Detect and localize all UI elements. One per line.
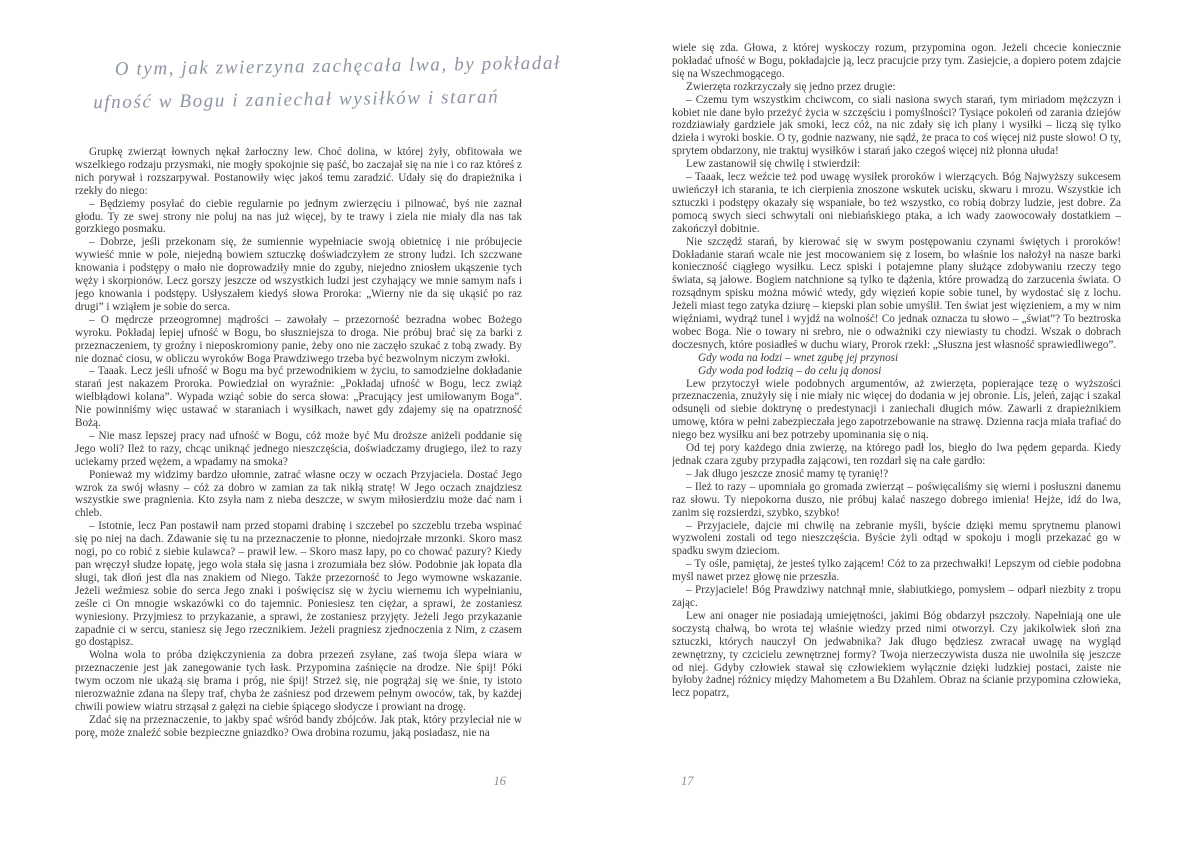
paragraph: Ponieważ my widzimy bardzo ułomnie, zatrać własne oczy w oczach Przyjaciela. Dostać Jego wzrok za swój własny – cóż za dobro w zamian za tak nikłą stratę! W Jego oczach znajdziesz wszystkie swe pragnienia. Kto zsyła nam z nieba deszcze, w swym miłosierdziu może dać nam i chleb. — [75, 468, 522, 520]
paragraph: – Istotnie, lecz Pan postawił nam przed stopami drabinę i szczebel po szczeblu trzeba wspinać się po niej na dach. Zdawanie się tu na przeznaczenie to płonne, niedojrzałe mrzonki. Skoro masz nogi, po co robić z siebie kulawca? – prawił lew. – Skoro masz łapy, po co chować pazury? Kiedy pan wręczył słudze łopatę, jego wola stała się jasna i zrozumiała bez słów. Podobnie jak łopata dla sługi, tak dłoń jest dla nas znakiem od Niego. Także przezorność to Jego wymowne wskazanie. Jeżeli weźmiesz sobie do serca Jego znaki i poświęcisz się w życiu wiernemu ich wypełnianiu, ześle ci On mnogie wskazówki co do tajemnic. Poniesiesz ten ciężar, a sprawi, że zostaniesz wyniesiony. Przyjmiesz to przykazanie, a sprawi, że zostaniesz przyjęty. Jeżeli Jego przykazanie zapadnie ci w sercu, staniesz się Jego rzecznikiem. Jeżeli pragniesz zjednoczenia z Nim, z czasem go dostąpisz. — [75, 520, 522, 649]
chapter-title-line2: ufność w Bogu i zaniechał wysiłków i starań — [93, 86, 500, 114]
left-page-body — [75, 146, 522, 742]
paragraph: – Czemu tym wszystkim chciwcom, co siali nasiona swych starań, tym miriadom mężczyzn i kobiet nie dane było przeżyć życia w szczęściu i pomyślności? Tysiące pokoleń od zarania dziejów rozdziawiały gardziele jak smoki, lecz cóż, na nic zdały się ich plany i wysiłki – liczą się tylko dzieła i wyroki boskie. O ty, godnie nazwany, nie sądź, że praca to coś więcej niż puste słowo! O ty, sprytem obdarzony, nie traktuj wysiłków i starań jako czegoś więcej niż płonna ułuda! — [672, 93, 1121, 158]
paragraph: – Przyjaciele, dajcie mi chwilę na zebranie myśli, byście dzięki memu sprytnemu planowi wyzwoleni zostali od tego nieszczęścia. Byście żyli odtąd w spokoju i mogli przekazać go w spadku swym dzieciom. — [672, 519, 1121, 558]
paragraph: Nie szczędź starań, by kierować się w swym postępowaniu czynami świętych i proroków! Dokładanie starań wcale nie jest mocowaniem się z losem, bo właśnie los nałożył na nasze barki konieczność ciągłego wysiłku. Lecz spiski i potajemne plany służące zdobywaniu rzeczy tego świata, są jałowe. Bogiem natchnione są tylko te dążenia, które prowadzą do zarzucenia świata. O rozsądnym spisku można mówić wtedy, gdy więzień kopie sobie tunel, by wydostać się z lochu. Jeżeli miast tego zatyka dziurę – kiepski plan sobie umyślił. Ten świat jest więzieniem, a my w nim więźniami, wydrąż tunel i wyjdź na wolność! Co jednak oznacza tu słowo – „świat”? To beztroska wobec Boga. Nie o towary ni srebro, nie o odważniki czy niewiasty tu chodzi. Wszak o dobrach doczesnych, które posiadłeś w duchu wiary, Prorok rzekł: „Słuszna jest własność sprawiedliwego”. — [672, 235, 1121, 351]
paragraph: Zdać się na przeznaczenie, to jakby spać wśród bandy zbójców. Jak ptak, który przyleciał nie w porę, może znaleźć sobie bezpieczne gniazdko? Owa drobina rozumu, jaką posiadasz, nie na — [75, 713, 522, 739]
verse-line: Gdy woda na łodzi – wnet zgubę jej przynosi — [698, 351, 899, 364]
paragraph: – Jak długo jeszcze znosić mamy tę tyranię!? — [686, 467, 889, 480]
paragraph: wiele się zda. Głowa, z której wyskoczy rozum, przypomina ogon. Jeżeli chcecie koniecznie pokładać ufność w Bogu, pokładajcie ją, lecz pracujcie przy tym. Zasiejcie, a dopiero potem zdajcie się na Wszechmogącego. — [672, 42, 1121, 80]
verse-line: Gdy woda pod łodzią – do celu ją donosi — [698, 364, 882, 377]
paragraph: – Będziemy posyłać do ciebie regularnie po jednym zwierzęciu i pilnować, byś nie zaznał głodu. Ty ze swej strony nie poluj na nas już więcej, by te trawy i ziela nie miały dla nas tak gorzkiego posmaku. — [75, 197, 522, 236]
right-page — [672, 0, 1121, 800]
paragraph: – Taaak, lecz weźcie też pod uwagę wysiłek proroków i wierzących. Bóg Najwyższy sukcesem uwieńczył ich starania, te ich cierpienia znoszone wskutek ucisku, skwaru i mrozu. Wszystkie ich sztuczki i podstępy okazały się wspaniałe, bo też wszystko, co robią dobrzy ludzie, jest dobre. Za pomocą swych sieci schwytali oni niebiańskiego ptaka, a ich wady zaowocowały dostatkiem – zakończył dobitnie. — [672, 171, 1121, 235]
paragraph: Lew zastanowił się chwilę i stwierdził: — [686, 158, 861, 171]
left-page — [75, 0, 562, 800]
left-page-number: 16 — [493, 774, 506, 788]
paragraph: Zwierzęta rozkrzyczały się jedno przez drugie: — [686, 80, 896, 93]
chapter-title-handwritten — [93, 47, 562, 119]
paragraph: – Ileż to razy – upomniała go gromada zwierząt – poświęcaliśmy się wierni i posłuszni danemu raz słowu. Ty niepokorna duszo, nie próbuj kalać naszego dobrego imienia! Hejże, idź do lwa, zanim się rozsierdzi, szybko, szybko! — [672, 480, 1121, 519]
right-page-number: 17 — [681, 774, 694, 788]
paragraph: Lew przytoczył wiele podobnych argumentów, aż zwierzęta, popierające tezę o wyższości przeznaczenia, znużyły się i nie miały nic więcej do dodania w jej obronie. Lis, jeleń, zając i szakal odsunęli od siebie doktrynę o predestynacji i zaniechali długich mów. Zawarli z drapieżnikiem umowę, która w pełni zabezpieczała jego zapotrzebowanie na strawę. Dzienna racja miała trafiać do niego bez wysiłku ani bez potrzeby upominania się o nią. — [672, 377, 1121, 442]
paragraph: – Ty ośle, pamiętaj, że jesteś tylko zającem! Cóż to za przechwałki! Lepszym od ciebie podobna myśl nawet przez głowę nie przeszła. — [672, 558, 1121, 584]
chapter-title-line1: O tym, jak zwierzyna zachęcała lwa, by pokładał — [114, 52, 562, 80]
paragraph: Lew ani onager nie posiadają umiejętności, jakimi Bóg obdarzył pszczoły. Napełniają one ule soczystą chałwą, bo wrota tej właśnie wiedzy przed nimi otworzył. Czy jakikolwiek słoń zna sztuczki, których nauczył On jedwabnika? Jak długo będziesz zwracał uwagę na wygląd zewnętrzny, ty czcicielu zewnętrznej formy? Twoja nierzeczywista dusza nie uwolniła się jeszcze od niej. Gdyby człowiek stawał się człowiekiem wyłącznie dzięki ludzkiej postaci, zaiste nie byłoby żadnej różnicy między Mahometem a Bu Dżahlem. Obraz na ścianie przypomina człowieka, lecz popatrz, — [672, 609, 1121, 700]
paragraph: – O mędrcze przeogromnej mądrości – zawołały – przezorność bezradna wobec Bożego wyroku. Pokładaj lepiej ufność w Bogu, bo słuszniejsza to droga. Nie próbuj brać się za barki z przeznaczeniem, ty groźny i nieposkromiony panie, żeby ono nie zaczęło szukać z tobą zwady. By nie doznać ciosu, w obliczu wyroków Boga Prawdziwego trzeba być bezwolnym niczym zwłoki. — [75, 313, 522, 365]
paragraph: Grupkę zwierząt łownych nękał żarłoczny lew. Choć dolina, w której żyły, obfitowała we wszelkiego rodzaju przysmaki, nie mogły spokojnie się paść, bo zaczajał się na nie i co raz któreś z nich porywał i rozszarpywał. Postanowiły więc jakoś temu zaradzić. Udały się do drapieżnika i rzekły do niego: — [75, 146, 522, 197]
paragraph: – Taaak. Lecz jeśli ufność w Bogu ma być przewodnikiem w życiu, to samodzielne dokładanie starań jest nakazem Proroka. Powiedział on wyraźnie: „Pokładaj ufność w Bogu, lecz zwiąż wielbłądowi kolana”. Wypada wziąć sobie do serca słowa: „Pracujący jest umiłowanym Boga”. Nie powinniśmy więc ustawać w staraniach i wysiłkach, nawet gdy zdajemy się na opatrzność Bożą. — [75, 365, 522, 430]
paragraph: – Nie masz lepszej pracy nad ufność w Bogu, cóż może być Mu droższe aniżeli poddanie się Jego woli? Ileż to razy, chcąc uniknąć jednego nieszczęścia, doświadczamy drugiego, ileż to razy uciekamy przed wężem, a wpadamy na smoka? — [75, 429, 522, 468]
paragraph: – Przyjaciele! Bóg Prawdziwy natchnął mnie, słabiutkiego, pomysłem – odparł niezbity z tropu zając. — [672, 584, 1121, 609]
paragraph: – Dobrze, jeśli przekonam się, że sumiennie wypełniacie swoją obietnicę i nie próbujecie wywieść mnie w pole, niejedną bowiem sztuczkę doświadczyłem ze strony ludzi. Ich szczwane knowania i podstępy o mało nie doprowadziły mnie do zguby, niejedno zniosłem ukąszenie tych węży i skorpionów. Lecz gorszy jeszcze od wszystkich ludzi jest czyhający we mnie samym nafs i jego knowania i podstępy. Usłyszałem kiedyś słowa Proroka: „Wierny nie da się ukąsić po raz drugi” i wziąłem je sobie do serca. — [75, 236, 522, 313]
paragraph: Wolna wola to próba dziękczynienia za dobra przezeń zsyłane, zaś twoja ślepa wiara w przeznaczenie jest jak zanegowanie tych łask. Przypomina zaśnięcie na drodze. Nie śpij! Póki twym oczom nie ukażą się brama i próg, nie śpij! Strzeż się, nie pogrążaj się we śnie, ty istoto nierozważnie zdana na ślepy traf, chyba że zaśniesz pod drzewem pełnym owoców, tak, by każdej chwili powiew wiatru strząsał z gałęzi na ciebie śpiącego słodycze i prowiant na drogę. — [75, 649, 522, 713]
paragraph: Od tej pory każdego dnia zwierzę, na którego padł los, biegło do lwa pędem geparda. Kiedy jednak czara zguby przypadła zającowi, ten rozdarł się na całe gardło: — [672, 442, 1121, 467]
right-page-body — [672, 42, 1121, 742]
